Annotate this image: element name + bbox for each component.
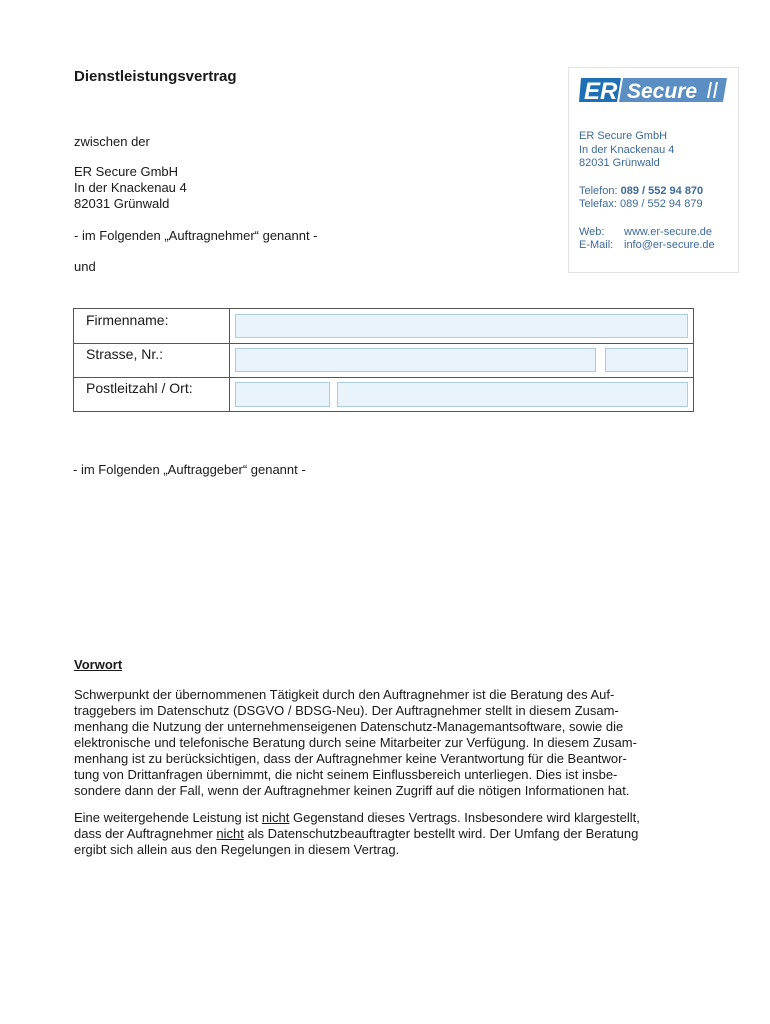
box-email-line (579, 239, 715, 253)
er-secure-logo (579, 74, 727, 106)
box-company-street: In der Knackenau 4 (579, 143, 675, 156)
preface-line: ergibt sich allein aus den Regelungen in diesem Vertrag. (74, 842, 400, 857)
web-link[interactable]: www.er-secure.de (624, 225, 713, 238)
firm-label: Firmenname: (86, 312, 169, 328)
preface-line: Schwerpunkt der übernommenen Tätigkeit durch den Auftragnehmer ist die Beratung des Auf- (74, 687, 615, 702)
preface-line (74, 810, 640, 826)
company-info-box (568, 67, 739, 273)
street-row (74, 343, 693, 378)
box-company-city: 82031 Grünwald (579, 157, 660, 169)
preface-paragraph-2 (74, 810, 640, 858)
between-text: zwischen der (74, 134, 150, 149)
preface-heading: Vorwort (74, 657, 123, 672)
city-field[interactable] (337, 382, 688, 407)
and-text: und (74, 259, 96, 274)
box-company-name: ER Secure GmbH (579, 130, 668, 142)
firm-row (74, 309, 693, 344)
fax-label: Telefax: (579, 198, 617, 210)
zip-city-row (74, 377, 693, 411)
preface-line: sondere dann der Fall, wenn der Auftragnehmer keinen Zugriff auf die nötigen Informationen hat. (74, 783, 630, 798)
fax-number: 089 / 552 94 879 (619, 198, 703, 210)
client-form-table (73, 308, 694, 412)
web-label: Web: (579, 225, 605, 238)
box-phone-line (579, 185, 715, 199)
zip-field[interactable] (235, 382, 330, 407)
text-span: Eine weitergehende Leistung ist (74, 810, 262, 825)
firm-name-field[interactable] (235, 314, 688, 338)
preface-line: menhang ist zu berücksichtigen, dass der Auftragnehmer keine Verantwortung für die Beantwor- (74, 751, 627, 766)
logo-secure-text: Secure (627, 80, 698, 103)
email-link[interactable]: info@er-secure.de (624, 239, 715, 251)
preface-line: tung von Drittanfragen übernimmt, die nicht seinem Einflussbereich unterliegen. Dies ist insbe- (74, 767, 618, 782)
contractor-city: 82031 Grünwald (74, 196, 170, 211)
house-number-field[interactable] (605, 348, 688, 372)
email-label: E-Mail: (579, 239, 614, 251)
logo-er-text: ER (584, 78, 618, 105)
preface-paragraph-1 (74, 687, 637, 799)
document-title: Dienstleistungsvertrag (74, 68, 237, 85)
contractor-street: In der Knackenau 4 (74, 180, 187, 195)
underlined-nicht: nicht (216, 826, 244, 841)
zip-city-label: Postleitzahl / Ort: (86, 380, 193, 396)
preface-line: elektronische und telefonische Beratung durch seine Mitarbeiter zur Verfügung. In diesem Zusam- (74, 735, 637, 750)
text-span: als Datenschutzbeauftragter bestellt wird. Der Umfang der Beratung (243, 826, 639, 841)
street-label: Strasse, Nr.: (86, 346, 164, 362)
preface-line (74, 826, 640, 842)
preface-line: traggebers im Datenschutz (DSGVO / BDSG-Neu). Der Auftragnehmer stellt in diesem Zusam- (74, 703, 619, 718)
box-fax-line (579, 198, 715, 212)
contractor-role: - im Folgenden „Auftragnehmer“ genannt - (74, 228, 318, 243)
phone-number: 089 / 552 94 870 (620, 184, 704, 197)
phone-label: Telefon: (579, 184, 618, 197)
text-span: Gegenstand dieses Vertrags. Insbesondere wird klargestellt, (289, 810, 640, 825)
preface-line: menhang die Nutzung der unternehmenseigenen Datenschutz-Managemantsoftware, sowie die (74, 719, 624, 734)
box-web-line (579, 226, 715, 240)
underlined-nicht: nicht (261, 810, 290, 825)
text-span: dass der Auftragnehmer (74, 826, 217, 841)
contractor-name: ER Secure GmbH (74, 164, 179, 179)
street-field[interactable] (235, 348, 596, 372)
client-role: - im Folgenden „Auftraggeber“ genannt - (73, 462, 306, 477)
